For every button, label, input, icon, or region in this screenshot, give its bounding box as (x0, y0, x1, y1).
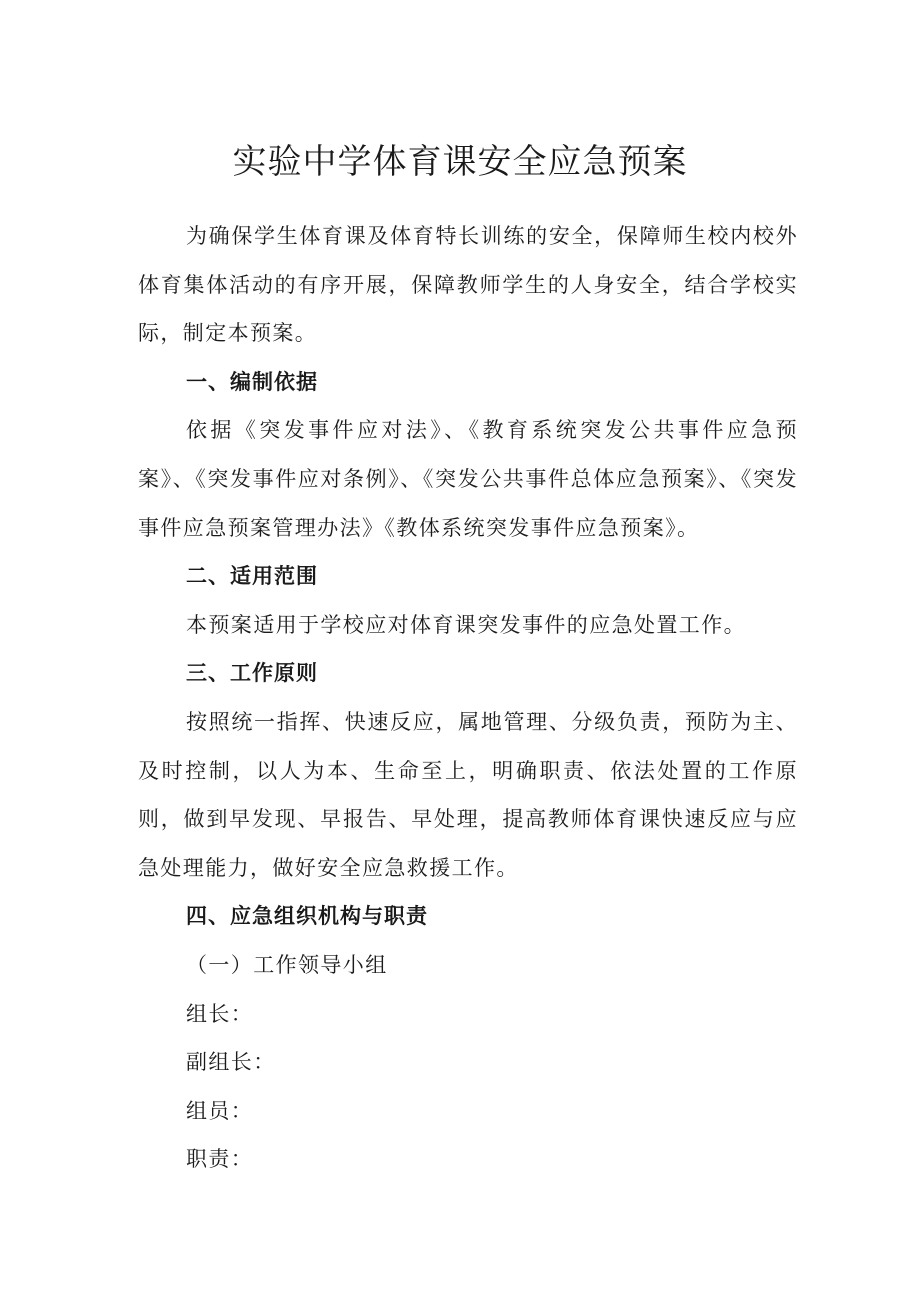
section-heading-scope: 二、适用范围 (186, 564, 318, 589)
section-text-scope: 本预案适用于学校应对体育课突发事件的应急处置工作。 (186, 612, 746, 637)
document-body (138, 212, 798, 1184)
section-heading-basis: 一、编制依据 (186, 369, 318, 394)
field-deputy-leader: 副组长： (186, 1050, 276, 1075)
document-title: 实验中学体育课安全应急预案 (232, 142, 688, 182)
section-heading-principles: 三、工作原则 (186, 661, 318, 686)
intro-paragraph: 为确保学生体育课及体育特长训练的安全，保障师生校内校外体育集体活动的有序开展，保障教师学生的人身安全，结合学校实际，制定本预案。 (138, 224, 798, 346)
section-text-principles: 按照统一指挥、快速反应，属地管理、分级负责，预防为主、及时控制，以人为本、生命至上，明确职责、依法处置的工作原则，做到早发现、早报告、早处理，提高教师体育课快速反应与应急处理能力，做好安全应急救援工作。 (138, 709, 798, 880)
field-leader: 组长： (186, 1001, 254, 1026)
subsection-heading-leadership-group: （一）工作领导小组 (186, 952, 388, 977)
field-duties: 职责： (186, 1147, 254, 1172)
section-heading-organization: 四、应急组织机构与职责 (186, 904, 428, 929)
section-text-basis: 依据《突发事件应对法》、《教育系统突发公共事件应急预案》、《突发事件应对条例》、《突发公共事件总体应急预案》、《突发事件应急预案管理办法》《教体系统突发事件应急预案》。 (138, 418, 798, 540)
field-members: 组员： (186, 1098, 254, 1123)
